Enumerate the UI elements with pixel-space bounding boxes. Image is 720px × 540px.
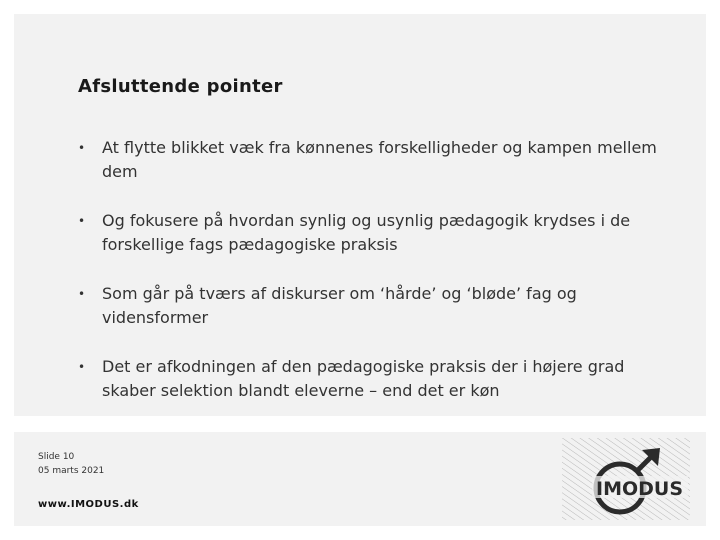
slide-title: Afsluttende pointer xyxy=(78,76,283,97)
imodus-logo-icon xyxy=(562,438,690,520)
bullet-text: Som går på tværs af diskurser om ‘hårde’ og ‘bløde’ fag og vidensformer xyxy=(102,284,577,327)
bullet-text: At flytte blikket væk fra kønnenes forskelligheder og kampen mellem dem xyxy=(102,138,657,181)
bullet-dot-icon: • xyxy=(78,287,86,301)
logo-text: IMODUS xyxy=(596,478,684,500)
bullet-item xyxy=(78,355,658,403)
bullet-list xyxy=(78,136,658,428)
imodus-logo xyxy=(562,438,690,520)
slide-number: Slide 10 xyxy=(38,452,75,462)
bullet-dot-icon: • xyxy=(78,214,86,228)
bullet-dot-icon: • xyxy=(78,360,86,374)
bullet-item xyxy=(78,209,658,257)
bullet-item xyxy=(78,282,658,330)
bullet-item xyxy=(78,136,658,184)
bullet-text: Det er afkodningen af den pædagogiske praksis der i højere grad skaber selektion blandt eleverne – end det er køn xyxy=(102,357,625,400)
bullet-text: Og fokusere på hvordan synlig og usynlig pædagogik krydses i de forskellige fags pædagogiske praksis xyxy=(102,211,631,254)
bullet-dot-icon: • xyxy=(78,141,86,155)
footer-url: www.IMODUS.dk xyxy=(38,499,139,510)
slide-date: 05 marts 2021 xyxy=(38,466,105,476)
